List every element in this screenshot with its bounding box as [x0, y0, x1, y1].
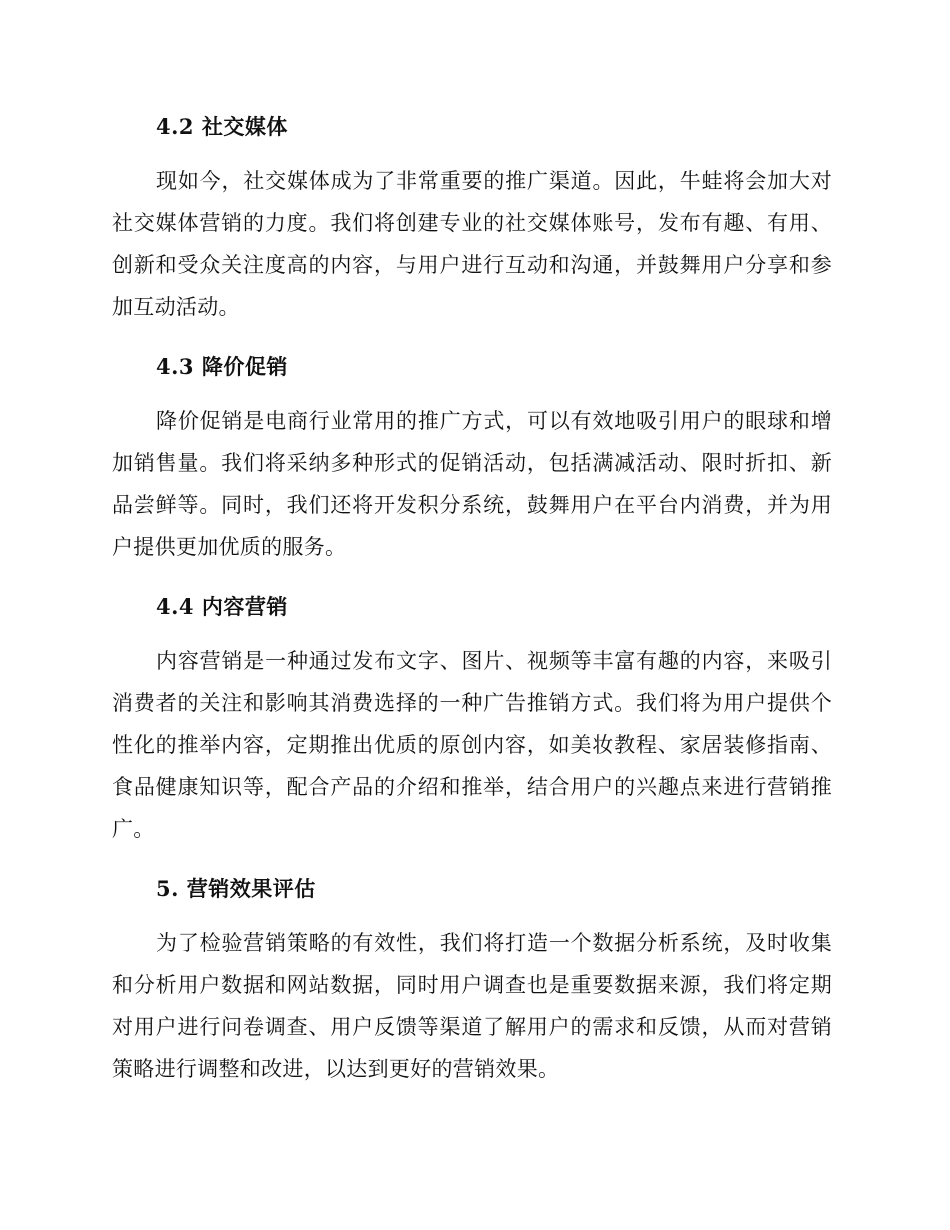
section-price-promotion — [112, 350, 832, 568]
section-paragraph: 为了检验营销策略的有效性，我们将打造一个数据分析系统，及时收集和分析用户数据和网站数据，同时用户调查也是重要数据来源，我们将定期对用户进行问卷调查、用户反馈等渠道了解用户的需求和反馈，从而对营销策略进行调整和改进，以达到更好的营销效果。 — [112, 931, 832, 1081]
section-paragraph: 现如今，社交媒体成为了非常重要的推广渠道。因此，牛蛙将会加大对社交媒体营销的力度。我们将创建专业的社交媒体账号，发布有趣、有用、创新和受众关注度高的内容，与用户进行互动和沟通，并鼓舞用户分享和参加互动活动。 — [112, 169, 832, 319]
section-marketing-evaluation — [112, 872, 832, 1090]
section-paragraph: 内容营销是一种通过发布文字、图片、视频等丰富有趣的内容，来吸引消费者的关注和影响其消费选择的一种广告推销方式。我们将为用户提供个性化的推举内容，定期推出优质的原创内容，如美妆教程、家居装修指南、食品健康知识等，配合产品的介绍和推举，结合用户的兴趣点来进行营销推广。 — [112, 649, 832, 841]
section-paragraph: 降价促销是电商行业常用的推广方式，可以有效地吸引用户的眼球和增加销售量。我们将采纳多种形式的促销活动，包括满减活动、限时折扣、新品尝鲜等。同时，我们还将开发积分系统，鼓舞用户在平台内消费，并为用户提供更加优质的服务。 — [112, 409, 832, 559]
section-heading: 5. 营销效果评估 — [156, 876, 316, 901]
section-heading: 4.3 降价促销 — [156, 354, 288, 379]
document-body — [112, 110, 832, 1090]
section-heading: 4.2 社交媒体 — [156, 114, 288, 139]
section-content-marketing — [112, 590, 832, 850]
section-heading: 4.4 内容营销 — [156, 594, 288, 619]
section-social-media — [112, 110, 832, 328]
